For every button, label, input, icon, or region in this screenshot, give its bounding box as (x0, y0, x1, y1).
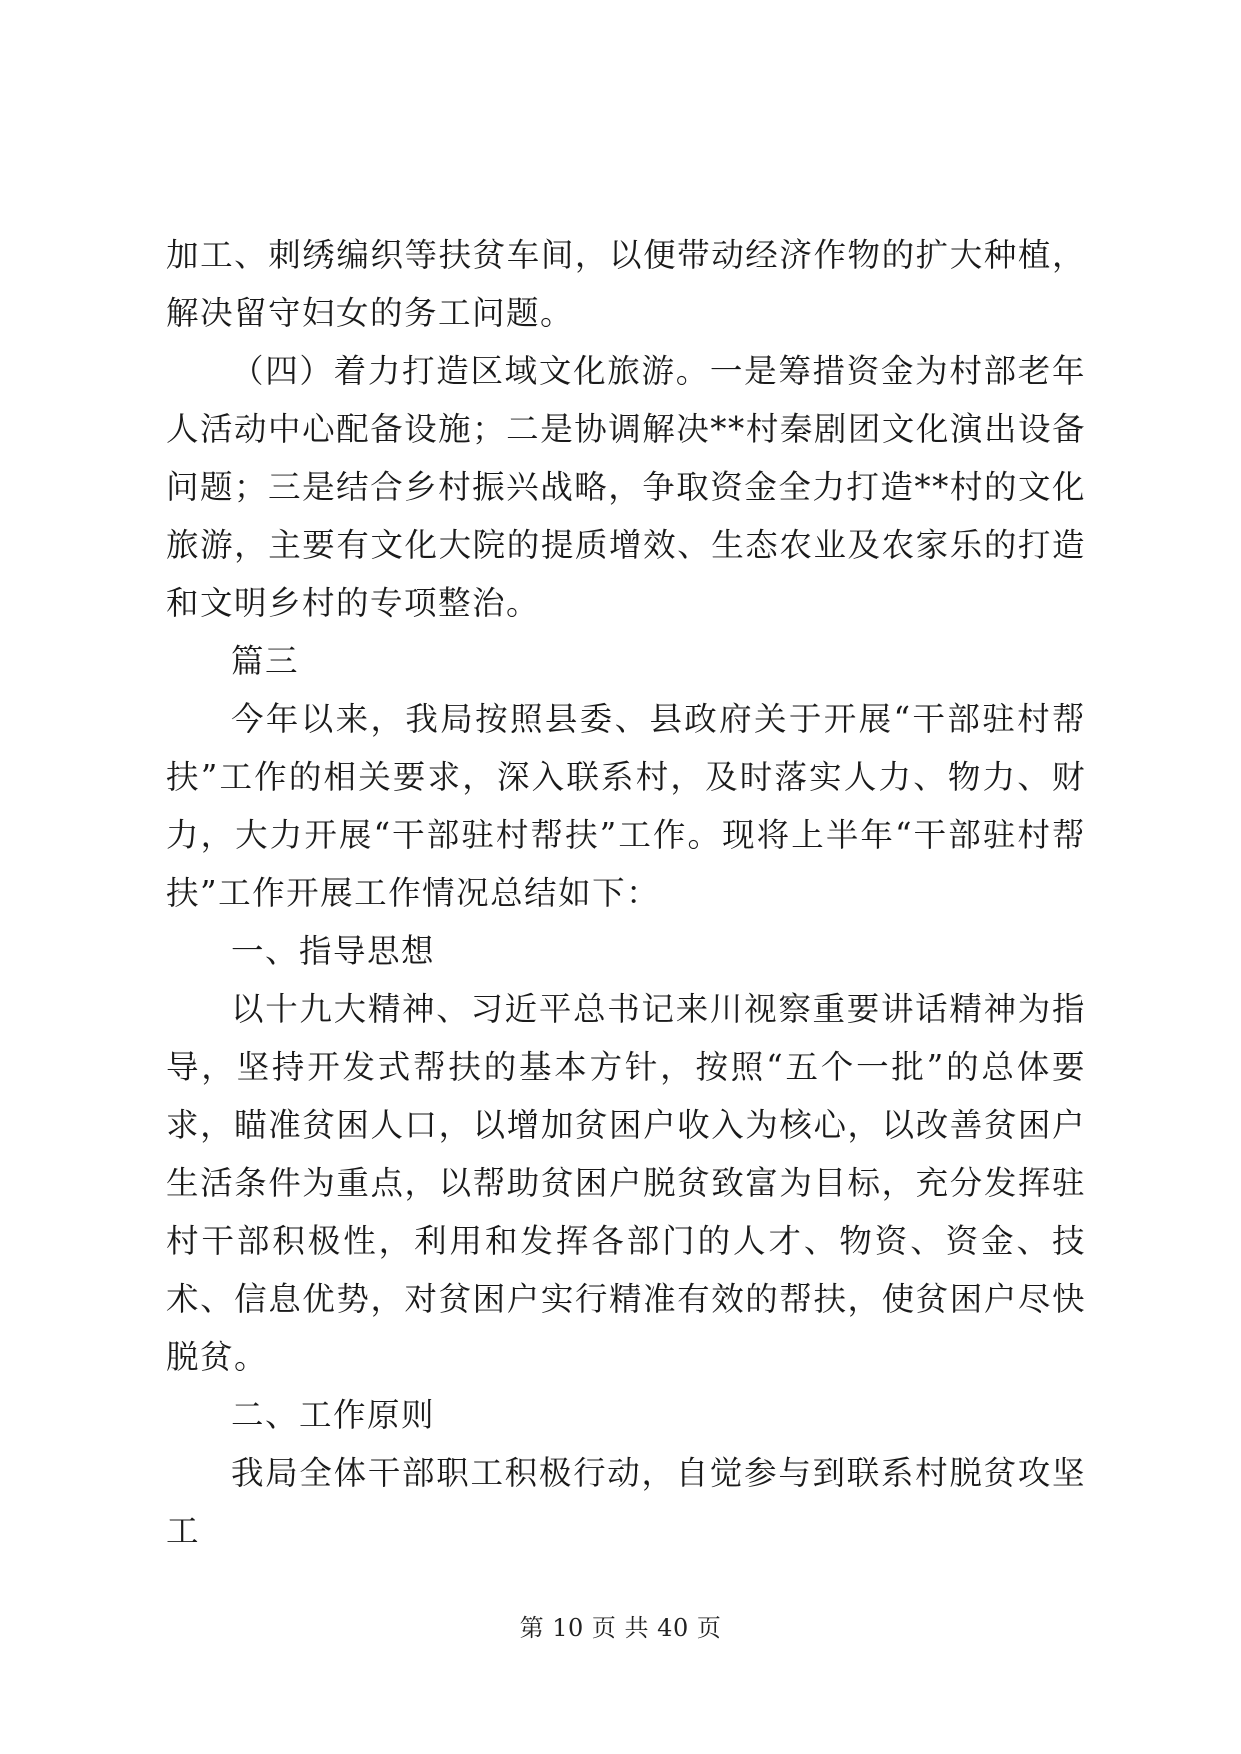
paragraph-guiding-thought: 以十九大精神、习近平总书记来川视察重要讲话精神为指导，坚持开发式帮扶的基本方针，按照“五个一批”的总体要求，瞄准贫困人口，以增加贫困户收入为核心，以改善贫困户生活条件为重点，以帮助贫困户脱贫致富为目标，充分发挥驻村干部积极性，利用和发挥各部门的人才、物资、资金、技术、信息优势，对贫困户实行精准有效的帮扶，使贫困户尽快脱贫。 (166, 990, 1086, 1376)
heading-guiding-thought: 一、指导思想 (231, 932, 436, 970)
page-number-footer: 第 10 页 共 40 页 (519, 1614, 722, 1642)
document-body (166, 226, 1086, 1560)
paragraph-continuation: 加工、刺绣编织等扶贫车间，以便带动经济作物的扩大种植，解决留守妇女的务工问题。 (166, 236, 1086, 332)
paragraph-section-four: （四）着力打造区域文化旅游。一是筹措资金为村部老年人活动中心配备设施；二是协调解决**村秦剧团文化演出设备问题；三是结合乡村振兴战略，争取资金全力打造**村的文化旅游，主要有文化大院的提质增效、生态农业及农家乐的打造和文明乡村的专项整治。 (166, 352, 1086, 622)
paragraph-intro: 今年以来，我局按照县委、县政府关于开展“干部驻村帮扶”工作的相关要求，深入联系村，及时落实人力、物力、财力，大力开展“干部驻村帮扶”工作。现将上半年“干部驻村帮扶”工作开展工作情况总结如下： (166, 700, 1086, 912)
section-heading-part-three: 篇三 (231, 642, 300, 680)
heading-work-principles: 二、工作原则 (231, 1396, 436, 1434)
paragraph-work-principles: 我局全体干部职工积极行动，自觉参与到联系村脱贫攻坚工 (166, 1454, 1086, 1550)
